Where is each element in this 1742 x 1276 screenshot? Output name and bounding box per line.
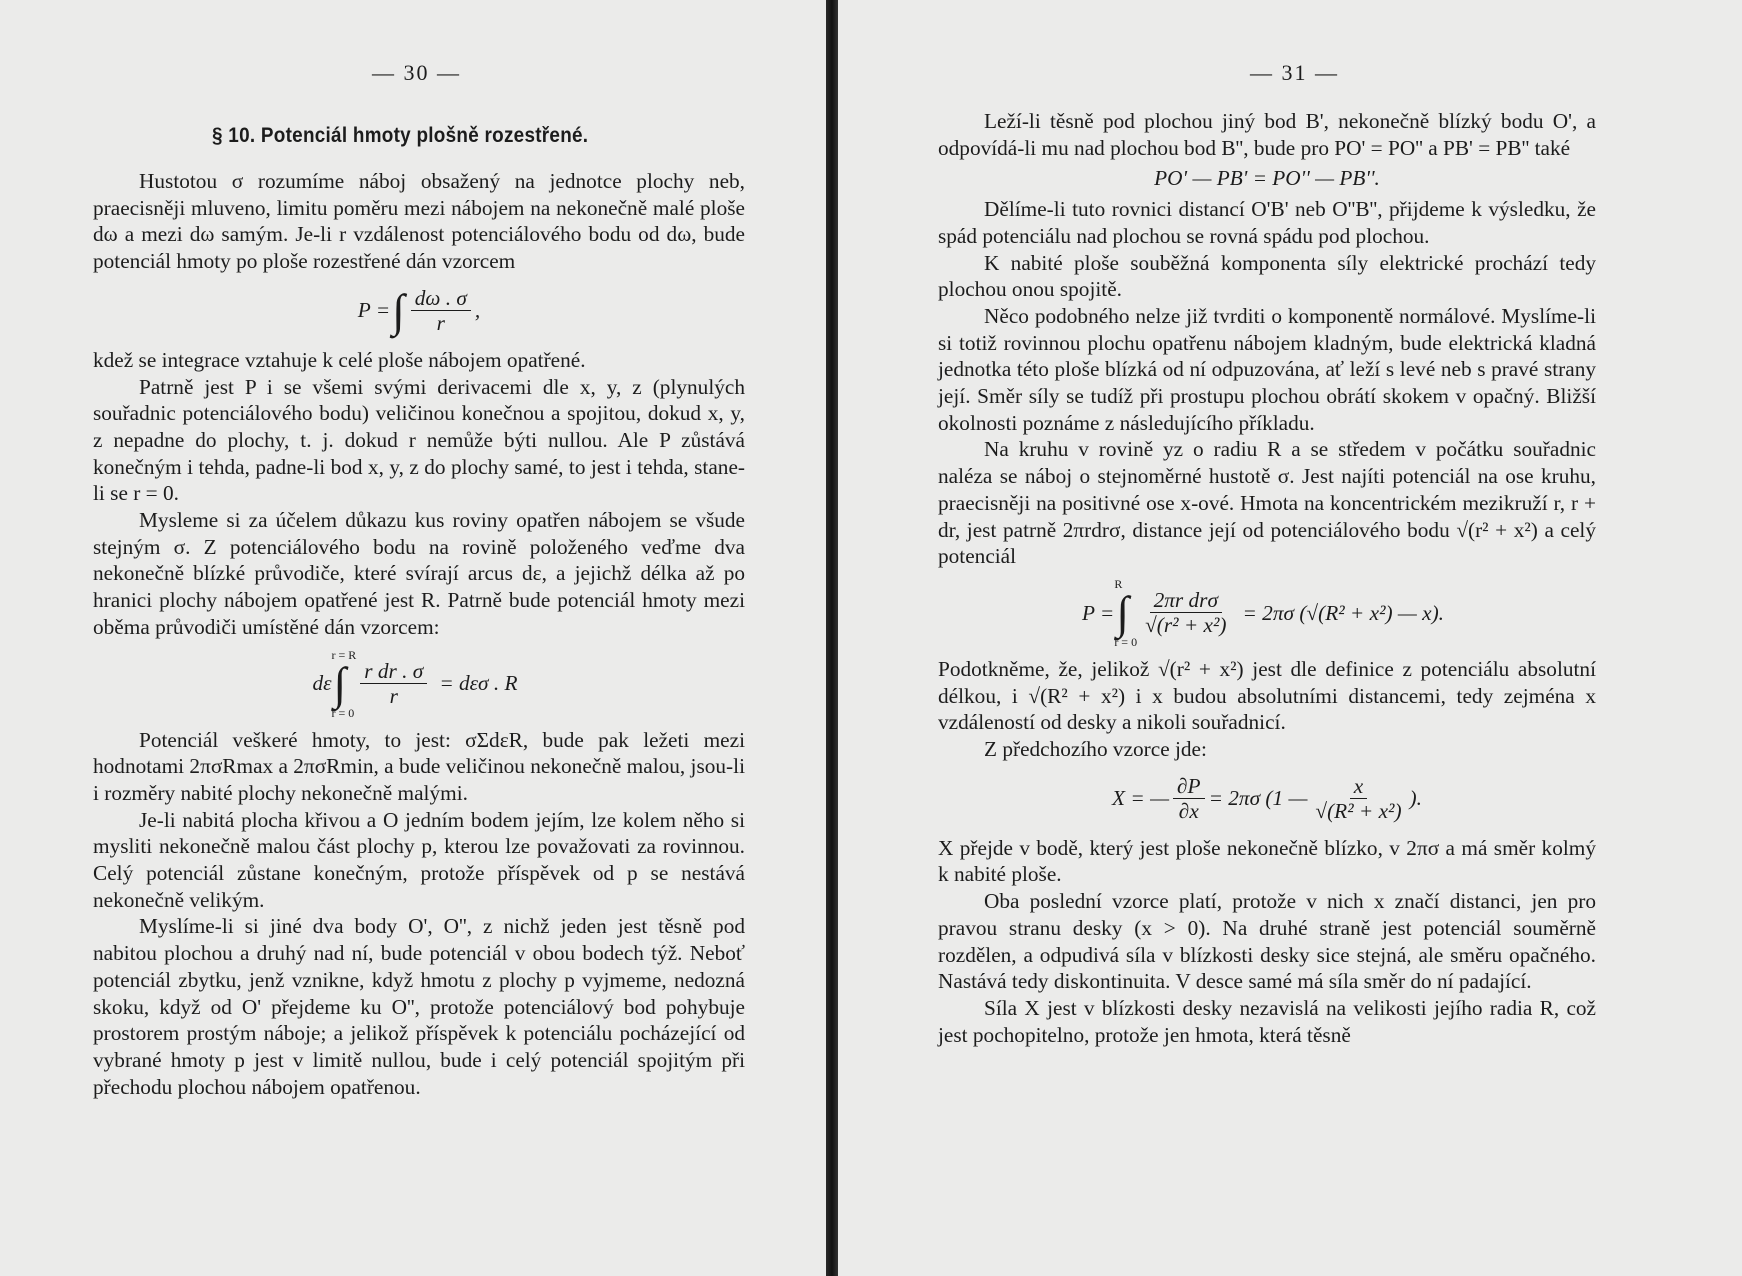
left-page [0,0,826,1276]
fraction [1311,774,1405,823]
paragraph: Síla X jest v blízkosti desky nezavislá na velikosti jejího radia R, což jest pochopitelno, protože jen hmota, která těsně [938,995,1596,1047]
fraction [1141,588,1230,637]
fraction [360,659,427,708]
paragraph: Z předchozího vzorce jde: [984,737,1207,762]
denominator: r [436,311,445,336]
right-page [838,0,1742,1276]
paragraph: Něco podobného nelze již tvrditi o komponentě normálové. Myslíme-li si totiž rovinnou plochu opatřenu nábojem kladným, bude elektrická kladná jednotka této ploše blízká od ní odpuzována, ať leží s levé neb s pravé strany její. Směr síly se tudíž při prostupu plochou obrátí skokem v opačný. Bližší okolnosti poznáme z následujícího příkladu. [938,303,1596,435]
paragraph: Na kruhu v rovině yz o radiu R a se středem v počátku souřadnic naléza se náboj o stejnoměrné hustotě σ. Jest najíti potenciál na ose kruhu, praecisněji na positivné ose x-ové. Hmota na koncentrickém mezikruží r, r + dr, jest patrně 2πrdrσ, distance její od potenciálového bodu √(r² + x²) a celý potenciál [938,437,1596,569]
numerator: x [1350,774,1367,799]
equation [938,570,1596,656]
paragraph: Patrně jest P i se všemi svými derivacemi dle x, y, z (plynulých souřadnic potenciálového bodu) veličinou konečnou a spojitou, dokud x, y, z nepadne do plochy, t. j. dokud r nemůže býti nullou. Ale P zůstává konečným i tehda, padne-li bod x, y, z do plochy samé, to jest i tehda, stane-li se r = 0. [93,374,745,506]
integral-sign: ∫ [333,657,347,709]
equation [938,763,1596,835]
paragraph: X přejde v bodě, který jest ploše nekonečně blízko, v 2πσ a má směr kolmý k nabité ploše. [938,835,1596,887]
equation-lhs: P = [1081,600,1115,625]
numerator: 2πr drσ [1150,588,1222,613]
denominator: r [389,684,398,709]
right-body [938,108,1596,1048]
integral [332,649,357,719]
equation-lhs: X = — [1112,786,1170,811]
equation [93,641,745,727]
lower-limit: r = 0 [331,705,355,720]
integral [1114,578,1137,648]
numerator: r dr . σ [360,659,427,684]
integral-sign: ∫ [1116,586,1129,638]
book-spine [826,0,838,1276]
numerator: ∂P [1173,774,1205,799]
page-number: — 31 — [1250,60,1339,85]
paragraph: Dělíme-li tuto rovnici distancí O'B' neb O''B'', přijdeme k výsledku, že spád potenciálu nad plochou se rovná spádu pod plochou. [938,197,1596,248]
paragraph: K nabité ploše souběžná komponenta síly elektrické prochází tedy plochou onou spojitě. [938,250,1596,302]
paragraph: Oba poslední vzorce platí, protože v nich x značí distanci, jen pro pravou stranu desky (x > 0). Na druhé straně jest potenciál souměrně rozdělen, a odpudivá síla v blízkosti desky sice stejná, ale směru opačného. Nastává tedy diskontinuita. V desce samé má síla směr do ní padající. [938,889,1596,994]
equation-tail: , [474,298,481,323]
paragraph: Potenciál veškeré hmoty, to jest: σΣdεR, bude pak ležeti mezi hodnotami 2πσRmax a 2πσRmin, a bude veličinou nekonečně malou, jsou-li i rozměry nabité plochy nekonečně malými. [93,727,745,805]
denominator: √(R² + x²) [1315,799,1402,824]
equation [93,275,745,347]
paragraph: kdež se integrace vztahuje k celé ploše nábojem opatřené. [93,347,586,372]
paragraph: Myslíme-li si jiné dva body O', O'', z nichž jeden jest těsně pod nabitou plochou a druhý nad ní, bude potenciál v obou bodech týž. Neboť potenciál zbytku, jenž vznikne, když hmotu z plochy p vyjmeme, nedozná skoku, když od O' přejdeme ku O'', protože potenciálový bod pohybuje prostorem prostým náboje; a jelikož příspěvek k potenciálu pocházející od vybrané hmoty p jest v limitě nullou, bude i celý potenciál spojitým při přechodu plochou nábojem opatřenou. [93,914,745,1099]
equation-lhs: P = [357,298,391,323]
equation-middle: = 2πσ (1 — [1208,786,1308,811]
fraction [411,286,471,335]
equation-rhs: = dεσ . R [439,671,518,696]
paragraph: Mysleme si za účelem důkazu kus roviny opatřen nábojem se všude stejným σ. Z potenciálového bodu na rovině položeného veďme dva nekonečně blízké průvodiče, které svírají arcus dε, a jejichž délka až po hranici plochy nábojem opatřené jest R. Patrně bude potenciál hmoty mezi oběma průvodiči umístěné dán vzorcem: [93,508,745,639]
paragraph: Leží-li těsně pod plochou jiný bod B', nekonečně blízký bodu O', a odpovídá-li mu nad plochou bod B'', bude pro PO' = PO'' a PB' = PB'' také [938,109,1596,160]
equation-rhs: = 2πσ (√(R² + x²) — x). [1242,600,1444,625]
upper-limit: R [1114,576,1123,591]
integral-sign: ∫ [392,284,405,336]
lower-limit: r = 0 [1114,634,1138,649]
denominator: √(r² + x²) [1145,613,1227,638]
equation-prefix: dε [312,671,332,696]
paragraph: Je-li nabitá plocha křivou a O jedním bodem jejím, lze kolem něho si mysliti nekonečně malou část plochy p, kterou lze považovati za rovinnou. Celý potenciál zůstane konečným, protože příspěvek od p se nestává nekonečně velikým. [93,807,745,912]
equation-tail: ). [1409,786,1422,811]
fraction [1173,774,1205,823]
denominator: ∂x [1178,799,1199,824]
paragraph: Hustotou σ rozumíme náboj obsažený na jednotce plochy neb, praecisněji mluveno, limitu poměru mezi nábojem na nekonečně malé ploše dω a mezi dω samým. Je-li r vzdálenost potenciálového bodu od dω, bude potenciál hmoty po ploše rozestřené dán vzorcem [93,169,745,274]
page-number: — 30 — [372,60,461,85]
paragraph: Podotkněme, že, jelikož √(r² + x²) jest dle definice z potenciálu absolutní délkou, i √(R² + x²) i x budou absolutními distancemi, tedy zejména x vzdáleností od desky a nikoli souřadnicí. [938,656,1596,735]
left-body [93,168,745,1100]
equation: PO' — PB' = PO'' — PB''. [1154,166,1380,191]
numerator: dω . σ [411,286,471,311]
upper-limit: r = R [331,647,357,662]
section-heading: § 10. Potenciál hmoty plošně rozestřené. [212,124,589,147]
